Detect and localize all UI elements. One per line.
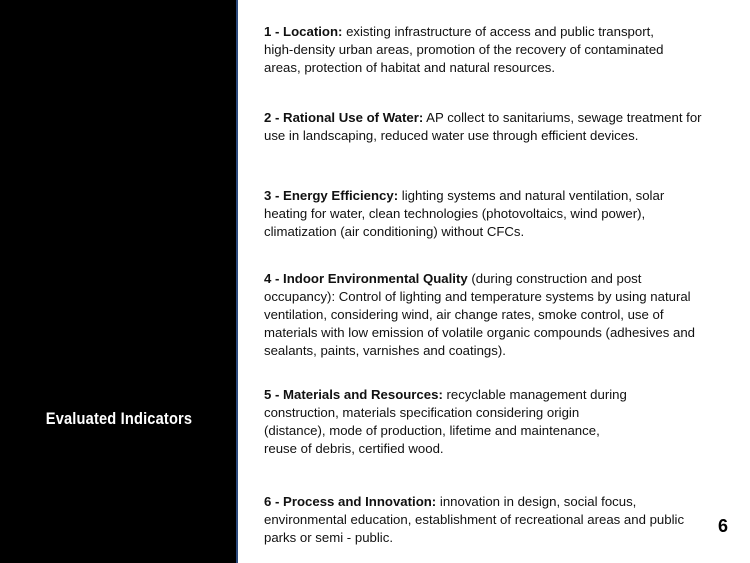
indicator-energy (264, 187, 710, 241)
indicator-text: existing infrastructure of access and public transport, high-density urban areas, promotion of the recovery of contaminated areas, protection of habitat and natural resources. (264, 24, 664, 75)
indicator-heading: 2 - Rational Use of Water: (264, 110, 424, 125)
indicator-heading: 6 - Process and Innovation: (264, 494, 437, 509)
indicator-water (264, 109, 710, 145)
indicator-indoor-quality (264, 270, 710, 360)
indicator-process (264, 493, 710, 547)
indicator-text: lighting systems and natural ventilation, solar heating for water, clean technologies (photovoltaics, wind power), climatization (air conditioning) without CFCs. (264, 188, 665, 239)
panel-title: Evaluated Indicators (45, 409, 193, 428)
indicator-text: innovation in design, social focus, environmental education, establishment of recreational areas and public parks or semi - public. (264, 494, 685, 545)
indicator-heading: 3 - Energy Efficiency: (264, 188, 399, 203)
indicator-materials (264, 386, 629, 458)
indicator-text: (during construction and post occupancy): Control of lighting and temperature systems by using natural ventilation, considering wind, air change rates, smoke control, use of materials with low emission of volatile organic compounds (adhesives and sealants, paints, varnishes and coatings). (264, 271, 696, 358)
indicator-heading: 5 - Materials and Resources: (264, 387, 443, 402)
left-panel (0, 0, 238, 563)
indicator-location (264, 23, 664, 77)
indicator-text: AP collect to sanitariums, sewage treatment for use in landscaping, reduced water use through efficient devices. (264, 110, 702, 143)
page-number: 6 (717, 516, 728, 536)
indicator-heading: 4 - Indoor Environmental Quality (264, 271, 468, 286)
indicator-text: recyclable management during construction, materials specification considering origin (distance), mode of production, lifetime and maintenance, reuse of debris, certified wood. (264, 387, 627, 456)
indicator-heading: 1 - Location: (264, 24, 343, 39)
